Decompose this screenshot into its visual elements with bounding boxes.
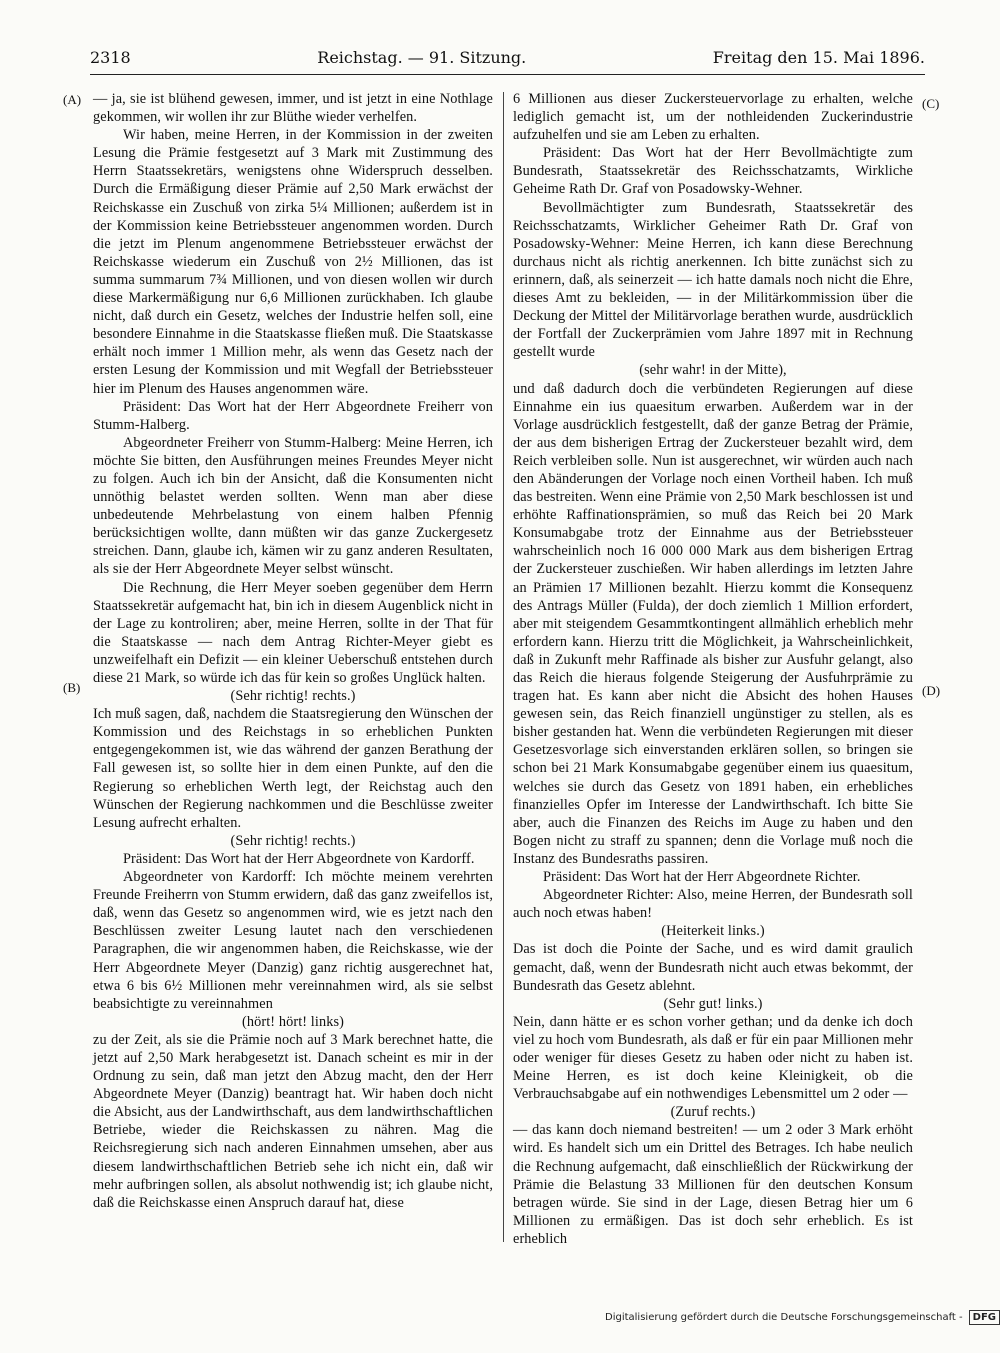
paragraph: Präsident: Das Wort hat der Herr Abgeordnete Freiherr von Stumm-Halberg. [93, 398, 493, 433]
margin-mark-b: (B) [63, 680, 81, 695]
margin-mark-c: (C) [922, 96, 940, 111]
paragraph: Das ist doch die Pointe der Sache, und es wird damit graulich gemacht, daß, wenn der Bundesrath nicht auch etwas bekommt, der Bundesrath das Gesetz ablehnt. [513, 941, 913, 994]
page-header [90, 48, 925, 72]
paragraph: Abgeordneter Freiherr von Stumm-Halberg: Meine Herren, ich möchte Sie bitten, den Ausführungen meines Freundes Meyer nicht zu folgen. Auch ich bin der Ansicht, daß die Konsumenten nicht unnöthig belastet werden sollten. Wenn man aber diese unbedeutende Mehrbelastung von einem halben Pfennig berücksichtigen wollte, dann müßten wir das ganze Zuckergesetz streichen. Dann, glaube ich, kämen wir zu ganz anderen Resultaten, als sie der Herr Abgeordnete Meyer selbst wünscht. [93, 434, 493, 578]
paragraph: Wir haben, meine Herren, in der Kommission in der zweiten Lesung die Prämie festgesetzt auf 3 Mark mit Zustimmung des Herrn Staatssekretärs, wenigstens ohne Widerspruch desselben. Durch die Ermäßigung dieser Prämie auf 2,50 Mark erwächst der Reichskasse ein Zuschuß von zirka 5¼ Millionen; außerdem ist in der Kommission keine Betriebssteuer angenommen worden. Durch die jetzt im Plenum angenommene Betriebssteuer erwächst der Reichskasse wiederum ein Zuschuß von 2½ Millionen, das ist summa summarum 7¾ Millionen, und von diesen wollen wir durch diese Markermäßigung nur 6,6 Millionen zurückhaben. Ich glaube nicht, daß durch ein Gesetz, welches der Industrie helfen soll, eine besondere Einnahme in die Staatskasse fließen muß. Die Staatskasse erhält noch immer 1 Million mehr, als wenn das Gesetz nach der ersten Lesung der Kommission und mit Wegfall der Betriebssteuer hier im Plenum des Hauses angenommen wäre. [93, 127, 493, 397]
interjection: (Sehr richtig! rechts.) [230, 688, 356, 705]
session-date: Freitag den 15. Mai 1896. [712, 48, 925, 67]
header-rule [90, 74, 925, 75]
paragraph: Die Rechnung, die Herr Meyer soeben gegenüber dem Herrn Staatssekretär aufgemacht hat, bin ich in diesem Augenblick nicht in der Lage zu kontroliren; aber, meine Herren, sollte in der That für die Staatskasse — nach dem Antrag Richter-Meyer giebt es unzweifelhaft ein Defizit — ein kleiner Ueberschuß entstehen durch diese 21 Mark, so würde ich das für kein so großes Unglück halten. [93, 579, 493, 686]
paragraph: Präsident: Das Wort hat der Herr Bevollmächtigte zum Bundesrath, Staatssekretär des Reichsschatzamts, Wirkliche Geheime Rath Dr. Graf von Posadowsky-Wehner. [513, 145, 913, 198]
footer [605, 1310, 1000, 1325]
interjection: (Sehr richtig! rechts.) [230, 832, 356, 849]
dfg-logo: DFG [969, 1310, 1000, 1325]
paragraph: Präsident: Das Wort hat der Herr Abgeordnete von Kardorff. [123, 850, 475, 867]
paragraph: Nein, dann hätte er es schon vorher gethan; und da denke ich doch viel zu hoch vom Bundesrath, als daß er für ein paar Millionen mehr oder weniger für dieses Gesetz zu haben oder nicht zu haben ist. Meine Herren, es ist doch keine Kleinigkeit, ob die Verbrauchsabgabe auf ein nothwendiges Lebensmittel um 2 oder — [513, 1013, 913, 1103]
interjection: (sehr wahr! in der Mitte), [639, 362, 787, 379]
paragraph: 6 Millionen aus dieser Zuckersteuervorlage zu erhalten, welche lediglich gemacht ist, um der nothleidenden Zuckerindustrie aufzuhelfen und sie am Leben zu erhalten. [513, 91, 913, 144]
session-title: Reichstag. — 91. Sitzung. [317, 48, 527, 67]
paragraph: Abgeordneter Richter: Also, meine Herren, der Bundesrath soll auch noch etwas haben! [513, 887, 913, 922]
interjection: (Heiterkeit links.) [661, 923, 765, 940]
margin-mark-d: (D) [922, 683, 941, 698]
interjection: (Sehr gut! links.) [663, 995, 763, 1012]
paragraph: und daß dadurch doch die verbündeten Regierungen auf diese Einnahme ein ius quaesitum erwarben. Außerdem war in der Vorlage ausdrücklich festgestellt, daß der ganze Betrag der Prämie, der aus dem bisherigen Ertrag der Zuckersteuer bezahlt wird, dem Reich verbleiben solle. Nun ist ausgerechnet, wir würden auch nach den Abänderungen der Vorlage noch einen Vortheil haben. Ich muß das bestreiten. Wenn eine Prämie von 2,50 Mark beschlossen ist und erhöhte Raffinationsprämien, so muß das Reich bei 20 Mark Konsumabgabe trotz der Einnahme aus der Betriebssteuer wahrscheinlich noch 16 000 000 Mark aus dem bisherigen Ertrag der Zuckersteuer zuschießen. Wir haben allerdings im letzten Jahre an Prämien 17 Millionen bezahlt. Hierzu kommt die Konsequenz des Antrags Müller (Fulda), der doch ziemlich 1 Million erfordert, aber mit steigendem Gesammtkontingent allmählich erheblich mehr erfordern kann. Hierzu tritt die Möglichkeit, ja Wahrscheinlichkeit, daß in Zukunft mehr Raffinade als bisher zur Ausfuhr gelangt, also das Reich die hieraus folgende Steigerung der Ausfuhrprämie zu tragen hat. Es kann aber nicht die Absicht des hohen Hauses gewesen sein, das Reich finanziell ungünstiger zu stellen, als es bisher gestanden hat. Wenn die verbündeten Regierungen mit dieser Gesetzesvorlage sich einverstanden erklären sollen, so bringen sie schon bei 21 Mark Konsumabgabe gegenüber einem ius quaesitum, welches sie durch das Gesetz von 1891 haben, ein erhebliches finanzielles Opfer im Interesse der Landwirthschaft. Ich bitte Sie aber, auch die Finanzen des Reichs im Auge zu haben und den Bogen nicht zu straff zu spannen; denn die Vorlage muß noch die Instanz des Bundesraths passiren. [513, 380, 913, 867]
paragraph: zu der Zeit, als sie die Prämie noch auf 3 Mark berechnet hatte, die jetzt auf 2,50 Mark herabgesetzt ist. Danach scheint es mir in der Ordnung zu sein, daß man jetzt den Abzug macht, den der Herr Abgeordnete Meyer (Danzig) beantragt hat. Wir haben doch nicht die Absicht, aus der Landwirthschaft, aus dem landwirthschaftlichen Betriebe, wieder die Reichskassen zu nähren. Mag die Reichsregierung sich nach anderen Einnahmen umsehen, aber aus diesem landwirthschaftlichen Betrieb sehe ich nicht ein, daß wir mehr aufbringen sollen, als absolut nothwendig ist; ich glaube nicht, daß die Reichskasse einen Anspruch darauf hat, diese [93, 1031, 493, 1211]
paragraph: — ja, sie ist blühend gewesen, immer, und ist jetzt in eine Nothlage gekommen, wir wollen ihr zur Blüthe wieder verhelfen. [93, 91, 493, 126]
column-separator [503, 92, 504, 1242]
interjection: (hört! hört! links) [242, 1013, 344, 1030]
paragraph: Ich muß sagen, daß, nachdem die Staatsregierung den Wünschen der Kommission und des Reichstags in so erheblichen Punkten entgegengekommen ist, wie das während der ganzen Berathung der Fall gewesen ist, so sollte hier in dem einen Punkte, auf den die Regierung so erheblichen Werth legt, der Reichstag auch den Wünschen der Regierung nachkommen und die Beschlüsse zweiter Lesung aufrecht erhalten. [93, 706, 493, 831]
footer-credit: Digitalisierung gefördert durch die Deutsche Forschungsgemeinschaft - [605, 1312, 963, 1323]
right-column [513, 90, 913, 1248]
paragraph: Präsident: Das Wort hat der Herr Abgeordnete Richter. [543, 869, 861, 886]
margin-mark-a: (A) [63, 92, 82, 107]
interjection: (Zuruf rechts.) [670, 1104, 756, 1121]
left-column [93, 90, 493, 1212]
page-number: 2318 [90, 48, 131, 67]
paragraph: — das kann doch niemand bestreiten! — um 2 oder 3 Mark erhöht wird. Es handelt sich um ein Drittel des Betrages. Ich habe neulich die Rechnung aufgemacht, daß einschließlich der Rückwirkung der Prämie die Belastung 33 Millionen für den deutschen Konsum betragen würde. Sie sind in der Lage, diesen Betrag hier um 6 Millionen zu ermäßigen. Das ist doch sehr erheblich. Es ist erheblich [513, 1122, 913, 1247]
paragraph: Bevollmächtigter zum Bundesrath, Staatssekretär des Reichsschatzamts, Wirklicher Geheimer Rath Dr. Graf von Posadowsky-Wehner: Meine Herren, ich kann diese Berechnung durchaus nicht als richtig anerkennen. Ich bitte zunächst sich zu erinnern, daß, als seinerzeit — ich hatte damals noch nicht die Ehre, dieses Amt zu bekleiden, — in der Militärkommission über die Deckung der Mittel der Militärvorlage berathen wurde, ausdrücklich der Fortfall der Zuckerprämien vom Jahre 1897 mit in Rechnung gestellt wurde [513, 199, 913, 361]
paragraph: Abgeordneter von Kardorff: Ich möchte meinem verehrten Freunde Freiherrn von Stumm erwidern, daß das ganz zweifellos ist, daß, wenn das Gesetz so angenommen wird, wie es jetzt nach den Beschlüssen zweiter Lesung lautet nach den verschiedenen Paragraphen, die wir angenommen haben, die Reichskasse, wie der Herr Abgeordnete Meyer (Danzig) ganz richtig ausgerechnet hat, etwa 6 bis 6½ Millionen mehr vereinnahmen wird, als sie selbst beabsichtigte zu vereinnahmen [93, 869, 493, 1012]
